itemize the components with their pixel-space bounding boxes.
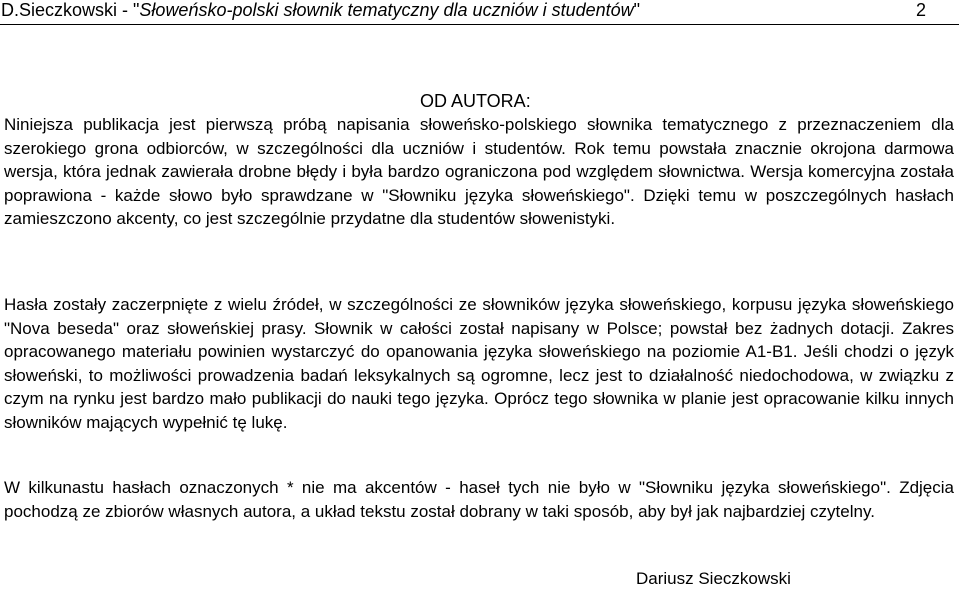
page-header [0, 0, 959, 25]
paragraph-sources: Hasła zostały zaczerpnięte z wielu źródeł, w szczególności ze słowników języka słoweńskiego, korpusu języka słoweńskiego "Nova beseda" oraz słoweńskiej prasy. Słownik w całości został napisany w Polsce; powstał bez żadnych dotacji. Zakres opracowanego materiału powinien wystarczyć do opanowania języka słoweńskiego na poziomie A1-B1. Jeśli chodzi o język słoweński, to możliwości prowadzenia badań leksykalnych są ogromne, lecz jest to działalność niedochodowa, w związku z czym na rynku jest bardzo mało publikacji do nauki tego języka. Oprócz tego słownika w planie jest opracowanie kilku innych słowników mających wypełnić tę lukę. [4, 295, 954, 432]
section-title: OD AUTORA: [420, 91, 531, 111]
running-head-author: D.Sieczkowski - " [1, 0, 140, 20]
author-signature: Dariusz Sieczkowski [636, 569, 791, 588]
running-head [1, 0, 640, 22]
paragraph-intro: Niniejsza publikacja jest pierwszą próbą napisania słoweńsko-polskiego słownika tematycznego z przeznaczeniem dla szerokiego grona odbiorców, w szczególności dla uczniów i studentów. Rok temu powstała znacznie okrojona darmowa wersja, która jednak zawierała drobne błędy i była bardzo ograniczona pod względem słownictwa. Wersja komercyjna została poprawiona - każde słowo było sprawdzane w "Słowniku języka słoweńskiego". Dzięki temu w poszczególnych hasłach zamieszczono akcenty, co jest szczególnie przydatne dla studentów słowenistyki. [4, 115, 954, 229]
running-head-book-title: Słoweńsko-polski słownik tematyczny dla uczniów i studentów [139, 0, 634, 20]
paragraph-notes: W kilkunastu hasłach oznaczonych * nie ma akcentów - haseł tych nie było w "Słowniku języka słoweńskiego". Zdjęcia pochodzą ze zbiorów własnych autora, a układ tekstu został dobrany w taki sposób, aby był jak najbardziej czytelny. [4, 478, 954, 521]
page-number: 2 [915, 0, 926, 20]
running-head-quote-close: " [633, 0, 641, 20]
